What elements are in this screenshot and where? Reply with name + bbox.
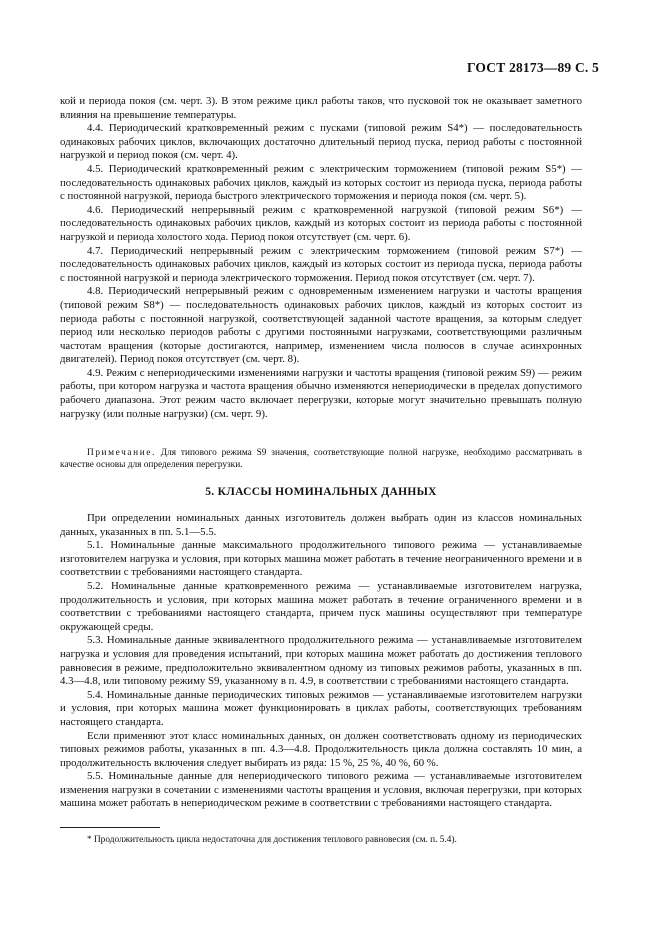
- paragraph-5-intro: При определении номинальных данных изготовитель должен выбрать один из классов номинальных данных, указанных в пп. 5.1—5.5.: [60, 512, 582, 538]
- footnote: * Продолжительность цикла недостаточна для достижения теплового равновесия (см. п. 5.4).: [87, 835, 457, 845]
- note-text: Для типового режима S9 значения, соответствующие полной нагрузке, необходимо рассматривать в качестве основы для определения перегрузки.: [60, 448, 582, 471]
- paragraph-5-1: 5.1. Номинальные данные максимального продолжительного типового режима — устанавливаемые изготовителем нагрузка и условия, при которых машина может работать в течение неограниченного времени и в соответствии с требованиями настоящего стандарта.: [60, 539, 582, 579]
- note: [60, 447, 582, 471]
- section-5-body: [60, 512, 582, 811]
- note-label: Примечание.: [87, 448, 156, 458]
- paragraph-5-3: 5.3. Номинальные данные эквивалентного продолжительного режима — устанавливаемые изготовителем нагрузка и условия для проведения испытаний, при которых машина может работать до достижения теплового равновесия в режиме, предположительно эквивалентном одному из типовых режимов работы, указанных в пп. 4.3—4.8, или типовому режиму S9, указанному в п. 4.9, в соответствии с требованиями настоящего стандарта.: [60, 634, 582, 688]
- paragraph-4-6: 4.6. Периодический непрерывный режим с кратковременной нагрузкой (типовой режим S6*) — последовательность одинаковых рабочих циклов, каждый из которых состоит из периода работы с постоянной нагрузкой и периода холостого хода. Период покоя отсутствует (см. черт. 6).: [60, 203, 582, 243]
- paragraph-4-8: 4.8. Периодический непрерывный режим с одновременным изменением нагрузки и частоты вращения (типовой режим S8*) — последовательность одинаковых рабочих циклов, каждый из которых состоит из периода работы с постоянной нагрузкой, соответствующей заданной частоте вращения, за которым следует период или несколько периодов работы с другими постоянными нагрузками, соответствующими различным частотам вращения (которые достигаются, например, изменением числа полюсов в случае асинхронных двигателей). Период покоя отсутствует (см. черт. 8).: [60, 285, 582, 366]
- paragraph-5-4: 5.4. Номинальные данные периодических типовых режимов — устанавливаемые изготовителем нагрузки и условия, при которых машина может функционировать в циклах работы, соответствующих требованиям настоящего стандарта.: [60, 688, 582, 728]
- paragraph-4-3-end: кой и периода покоя (см. черт. 3). В этом режиме цикл работы таков, что пусковой ток не оказывает заметного влияния на превышение температуры.: [60, 95, 582, 121]
- section-4-continuation: [60, 95, 582, 421]
- paragraph-4-4: 4.4. Периодический кратковременный режим с пусками (типовой режим S4*) — последовательность одинаковых рабочих циклов, включающих достаточно длительный период пуска, период работы с постоянной нагрузкой и период покоя (см. черт. 4).: [60, 122, 582, 162]
- page-header: ГОСТ 28173—89 С. 5: [466, 60, 599, 75]
- footnote-divider: [60, 827, 160, 828]
- paragraph-4-5: 4.5. Периодический кратковременный режим с электрическим торможением (типовой режим S5*) — последовательность одинаковых рабочих циклов, каждый из которых состоит из периода пуска, периода работы с постоянной нагрузкой, периода быстрого электрического торможения и периода покоя (см. черт. 5).: [60, 162, 582, 203]
- paragraph-5-4-cont: Если применяют этот класс номинальных данных, он должен соответствовать одному из периодических типовых режимов работы, указанных в пп. 4.3—4.8. Продолжительность цикла должна составлять 10 мин, а продолжительность включения следует выбирать из ряда: 15 %, 25 %, 40 %, 60 %.: [60, 729, 582, 769]
- paragraph-4-7: 4.7. Периодический непрерывный режим с электрическим торможением (типовой режим S7*) — последовательность одинаковых рабочих циклов, каждый из которых состоит из периода пуска, периода работы с постоянной нагрузкой и периода электрического торможения. Период покоя отсутствует (см. черт. 7).: [60, 244, 582, 284]
- paragraph-4-9: 4.9. Режим с непериодическими изменениями нагрузки и частоты вращения (типовой режим S9) — режим работы, при котором нагрузка и частота вращения обычно изменяются непериодически в пределах допустимого рабочего диапазона. Этот режим часто включает перегрузки, которые могут значительно превышать полную нагрузку (или полные нагрузки) (см. черт. 9).: [60, 366, 582, 420]
- section-title: 5. КЛАССЫ НОМИНАЛЬНЫХ ДАННЫХ: [205, 486, 437, 498]
- paragraph-5-5: 5.5. Номинальные данные для непериодического типового режима — устанавливаемые изготовителем изменения нагрузки в сочетании с изменениями частоты вращения и условия, включая перегрузки, при которых машина может работать в непериодическом режиме в соответствии с требованиями настоящего стандарта.: [60, 770, 582, 810]
- paragraph-5-2: 5.2. Номинальные данные кратковременного режима — устанавливаемые изготовителем нагрузка, продолжительность и условия, при которых машина может работать в течение ограниченного времени и в соответствии с требованиями настоящего стандарта, причем пуск машины осуществляют при температуре окружающей среды.: [60, 579, 582, 633]
